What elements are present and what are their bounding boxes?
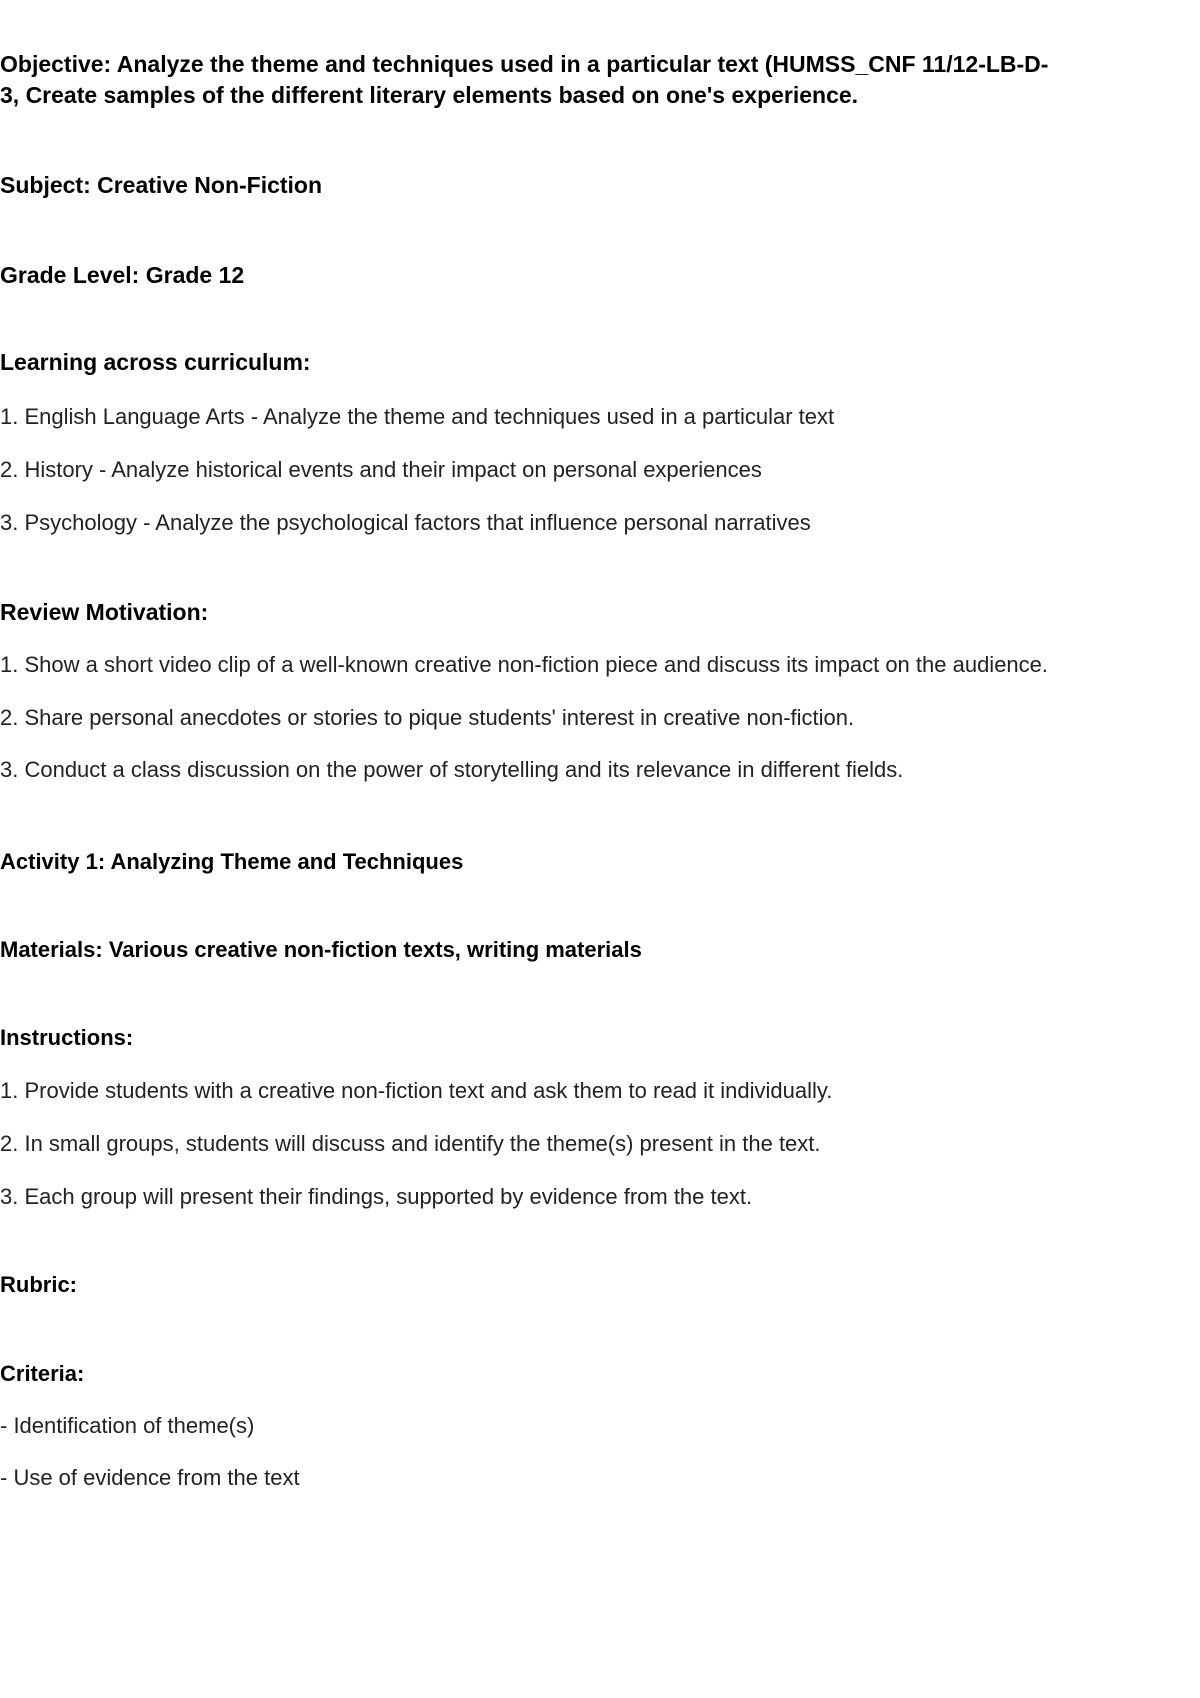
list-item: 2. Share personal anecdotes or stories to pique students' interest in creative non-fiction. bbox=[0, 705, 855, 730]
instructions-heading: Instructions: bbox=[0, 1025, 134, 1050]
list-item: - Use of evidence from the text bbox=[0, 1465, 300, 1490]
review-motivation-heading: Review Motivation: bbox=[0, 599, 209, 625]
criteria-heading: Criteria: bbox=[0, 1361, 85, 1386]
objective-line-2: 3, Create samples of the different literary elements based on one's experience. bbox=[0, 82, 859, 108]
grade-level-heading: Grade Level: Grade 12 bbox=[0, 262, 245, 288]
activity-heading: Activity 1: Analyzing Theme and Techniques bbox=[0, 849, 464, 874]
list-item: 2. History - Analyze historical events and their impact on personal experiences bbox=[0, 457, 762, 482]
list-item: - Identification of theme(s) bbox=[0, 1413, 255, 1438]
learning-across-curriculum-heading: Learning across curriculum: bbox=[0, 349, 311, 375]
list-item: 3. Psychology - Analyze the psychological factors that influence personal narratives bbox=[0, 510, 811, 535]
materials-heading: Materials: Various creative non-fiction texts, writing materials bbox=[0, 937, 642, 962]
rubric-heading: Rubric: bbox=[0, 1272, 77, 1297]
list-item: 1. English Language Arts - Analyze the theme and techniques used in a particular text bbox=[0, 404, 835, 429]
list-item: 1. Provide students with a creative non-fiction text and ask them to read it individually. bbox=[0, 1078, 833, 1103]
list-item: 3. Conduct a class discussion on the power of storytelling and its relevance in different fields. bbox=[0, 757, 904, 782]
list-item: 3. Each group will present their findings, supported by evidence from the text. bbox=[0, 1184, 753, 1209]
list-item: 2. In small groups, students will discuss and identify the theme(s) present in the text. bbox=[0, 1131, 821, 1156]
objective-line-1: Objective: Analyze the theme and techniques used in a particular text (HUMSS_CNF 11/12-LB-D- bbox=[0, 51, 1049, 77]
subject-heading: Subject: Creative Non-Fiction bbox=[0, 172, 323, 198]
list-item: 1. Show a short video clip of a well-known creative non-fiction piece and discuss its impact on the audience. bbox=[0, 652, 1049, 677]
